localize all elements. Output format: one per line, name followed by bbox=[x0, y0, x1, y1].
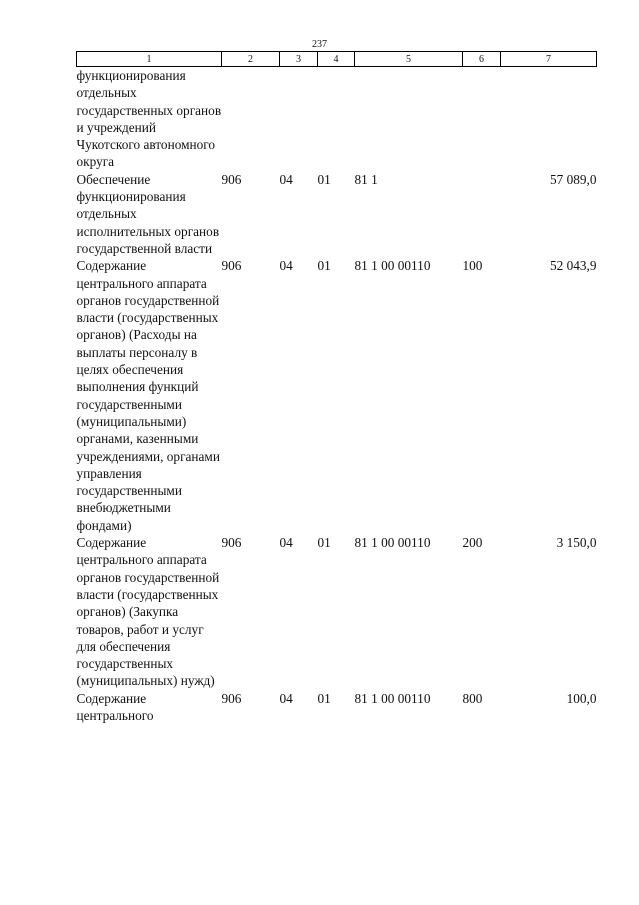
table-row bbox=[77, 534, 597, 690]
amount-cell: 3 150,0 bbox=[556, 535, 597, 551]
column-number: 2 bbox=[222, 52, 280, 67]
table-row bbox=[77, 67, 597, 171]
subsection-code-cell: 01 bbox=[317, 535, 331, 551]
ministry-code-cell: 906 bbox=[221, 690, 242, 706]
subsection-code-cell: 01 bbox=[317, 171, 331, 187]
budget-table bbox=[76, 51, 597, 724]
expense-type-cell: 100 bbox=[462, 258, 483, 274]
expense-type-cell bbox=[463, 67, 501, 171]
column-number-row bbox=[77, 52, 597, 67]
section-code-cell: 04 bbox=[279, 535, 293, 551]
row-name-cell: функционирования отдельных государственных органов и учреждений Чукотского автономного округа bbox=[76, 68, 222, 170]
target-article-cell: 81 1 bbox=[354, 171, 378, 187]
ministry-code-cell bbox=[222, 67, 280, 171]
ministry-code-cell: 906 bbox=[221, 258, 242, 274]
column-number: 5 bbox=[355, 52, 463, 67]
column-number: 7 bbox=[501, 52, 597, 67]
subsection-code-cell: 01 bbox=[317, 258, 331, 274]
subsection-code-cell bbox=[318, 67, 355, 171]
column-number: 6 bbox=[463, 52, 501, 67]
table-row bbox=[77, 257, 597, 534]
amount-cell bbox=[501, 67, 597, 171]
row-name-cell: Содержание центрального bbox=[76, 690, 154, 723]
ministry-code-cell: 906 bbox=[221, 535, 242, 551]
column-number: 3 bbox=[280, 52, 318, 67]
target-article-cell: 81 1 00 00110 bbox=[354, 690, 431, 706]
expense-type-cell: 200 bbox=[462, 535, 483, 551]
target-article-cell bbox=[355, 67, 463, 171]
table-row bbox=[77, 690, 597, 725]
amount-cell: 52 043,9 bbox=[549, 258, 597, 274]
row-name-cell: Содержание центрального аппарата органов государственной власти (государственных органов) (Закупка товаров, работ и услуг для обеспечения государственных (муниципальных) нужд) bbox=[76, 535, 220, 689]
target-article-cell: 81 1 00 00110 bbox=[354, 258, 431, 274]
row-name-cell: Содержание центрального аппарата органов государственной власти (государственных органов) (Расходы на выплаты персоналу в целях обеспечения выполнения функций государственными (муниципальными) органами, казенными учреждениями, органами управления государственными внебюджетными фондами) bbox=[76, 258, 220, 533]
subsection-code-cell: 01 bbox=[317, 690, 331, 706]
column-number: 4 bbox=[318, 52, 355, 67]
amount-cell: 100,0 bbox=[566, 690, 597, 706]
table-row bbox=[77, 171, 597, 257]
section-code-cell: 04 bbox=[279, 690, 293, 706]
target-article-cell: 81 1 00 00110 bbox=[354, 535, 431, 551]
ministry-code-cell: 906 bbox=[221, 171, 242, 187]
section-code-cell: 04 bbox=[279, 258, 293, 274]
amount-cell: 57 089,0 bbox=[549, 171, 597, 187]
section-code-cell bbox=[280, 67, 318, 171]
expense-type-cell bbox=[463, 171, 501, 257]
column-number: 1 bbox=[77, 52, 222, 67]
expense-type-cell: 800 bbox=[462, 690, 483, 706]
section-code-cell: 04 bbox=[279, 171, 293, 187]
row-name-cell: Обеспечение функционирования отдельных исполнительных органов государственной власти bbox=[76, 171, 220, 256]
page-number: 237 bbox=[312, 39, 327, 50]
